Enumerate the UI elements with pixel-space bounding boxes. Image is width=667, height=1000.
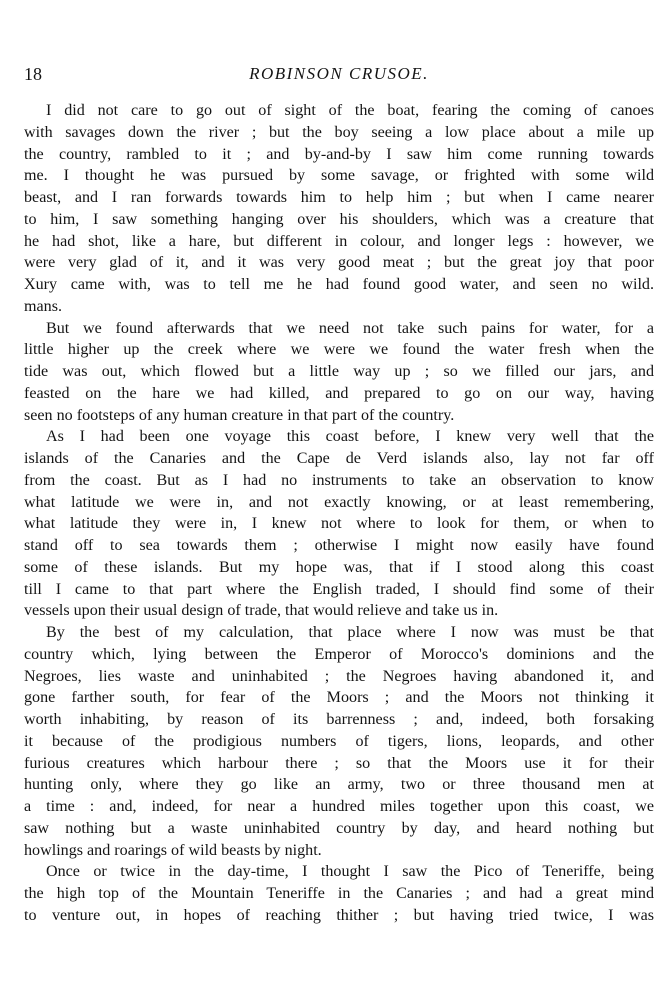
text-line: what latitude we were in, and not exactly knowing, or at least remembering, (24, 493, 654, 511)
text-line: beast, and I ran forwards towards him to help him ; but when I came nearer (24, 189, 654, 206)
text-line: howlings and roarings of wild beasts by night. (24, 841, 322, 859)
text-line: furious creatures which harbour there ; so that the Moors use it for their (24, 754, 654, 772)
text-line: By the best of my calculation, that place where I now was must be that (46, 624, 654, 641)
text-line: tide was out, which flowed but a little way up ; so we filled our jars, and (24, 363, 654, 380)
text-line: he had shot, like a hare, but different in colour, and longer legs : however, we (24, 232, 654, 250)
text-line: gone farther south, for fear of the Moors ; and the Moors not thinking it (24, 689, 654, 707)
text-line: I did not care to go out of sight of the boat, fearing the coming of canoes (46, 102, 654, 119)
text-line: feasted on the hare we had killed, and prepared to go on our way, having (24, 384, 654, 402)
text-line: Xury came with, was to tell me he had found good water, and seen no wild. (24, 276, 654, 293)
text-line: what latitude they were in, I knew not where to look for them, or when to (24, 515, 654, 533)
text-line: from the coast. But as I had no instruments to take an observation to know (24, 471, 654, 489)
text-line: saw nothing but a waste uninhabited country by day, and heard nothing but (24, 819, 654, 837)
text-line: But we found afterwards that we need not take such pains for water, for a (46, 319, 654, 337)
text-line: worth inhabiting, by reason of its barrenness ; and, indeed, both forsaking (24, 711, 654, 728)
paragraph (24, 622, 654, 861)
page-number: 18 (24, 64, 42, 84)
text-line: me. I thought he was pursued by some savage, or frighted with some wild (24, 167, 654, 185)
text-line: islands of the Canaries and the Cape de Verd islands also, lay not far off (24, 450, 654, 467)
paragraph (24, 426, 654, 622)
text-line: Once or twice in the day-time, I thought I saw the Pico of Teneriffe, being (46, 863, 654, 881)
text-line: with savages down the river ; but the boy seeing a low place about a mile up (24, 123, 654, 141)
text-line: vessels upon their usual design of trade, that would relieve and take us in. (24, 602, 499, 620)
text-line: some of these islands. But my hope was, that if I stood along this coast (24, 558, 654, 576)
text-line: to him, I saw something hanging over his shoulders, which was a creature that (24, 210, 654, 228)
text-line: little higher up the creek where we were we found the water fresh when the (24, 341, 654, 359)
running-title: ROBINSON CRUSOE. (249, 64, 429, 83)
text-line: hunting only, where they go like an army, two or three thousand men at (24, 776, 654, 794)
text-line: were very glad of it, and it was very good meat ; but the great joy that poor (24, 254, 654, 272)
running-head (24, 62, 654, 86)
text-line: mans. (24, 297, 62, 315)
text-line: it because of the prodigious numbers of tigers, lions, leopards, and other (24, 732, 654, 750)
text-line: As I had been one voyage this coast before, I knew very well that the (46, 428, 654, 446)
text-line: the high top of the Mountain Teneriffe in the Canaries ; and had a great mind (24, 885, 654, 902)
text-line: Negroes, lies waste and uninhabited ; the Negroes having abandoned it, and (24, 667, 654, 685)
text-line: a time : and, indeed, for near a hundred miles together upon this coast, we (24, 798, 654, 815)
text-line: till I came to that part where the English traded, I should find some of their (24, 580, 654, 598)
text-line: seen no footsteps of any human creature in that part of the country. (24, 406, 455, 424)
text-line: to venture out, in hopes of reaching thither ; but having tried twice, I was (24, 906, 654, 924)
body-text (24, 100, 654, 927)
paragraph (24, 861, 654, 926)
text-line: the country, rambled to it ; and by-and-by I saw him come running towards (24, 145, 654, 163)
text-line: stand off to sea towards them ; otherwise I might now easily have found (24, 537, 654, 554)
text-line: country which, lying between the Emperor of Morocco's dominions and the (24, 645, 654, 663)
paragraph (24, 318, 654, 427)
paragraph (24, 100, 654, 318)
